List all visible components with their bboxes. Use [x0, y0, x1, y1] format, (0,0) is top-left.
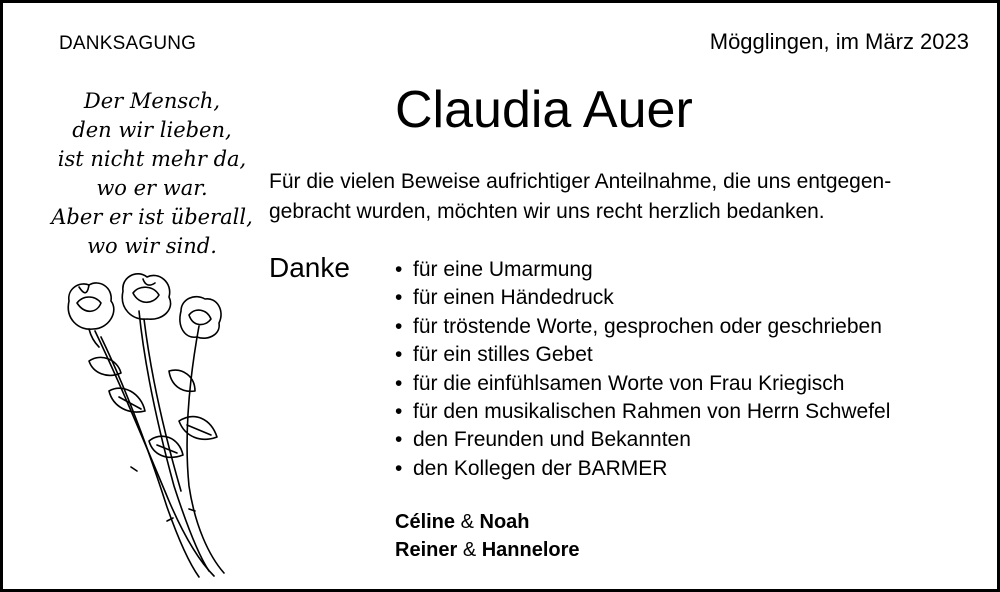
roses-bouquet-icon	[49, 271, 249, 581]
bullet: •	[395, 371, 403, 395]
poem-line: ist nicht mehr da,	[57, 147, 247, 171]
list-item	[395, 313, 890, 341]
list-item	[395, 341, 890, 369]
list-item	[395, 256, 890, 284]
signatures	[395, 508, 580, 564]
poem-line: den wir lieben,	[72, 118, 232, 142]
intro-line: Für die vielen Beweise aufrichtiger Anteilnahme, die uns entgegen-	[269, 170, 892, 193]
list-item	[395, 455, 890, 483]
intro-text	[269, 167, 981, 227]
list-item-text: für die einfühlsamen Worte von Frau Kriegisch	[413, 371, 845, 395]
signature-line	[395, 508, 580, 536]
bullet: •	[395, 258, 403, 281]
list-item-text: für tröstende Worte, gesprochen oder geschrieben	[413, 314, 882, 338]
notice-type-label: DANKSAGUNG	[59, 33, 197, 54]
ampersand: &	[460, 511, 474, 533]
bullet: •	[395, 314, 403, 338]
list-item-text: für eine Umarmung	[413, 258, 593, 281]
list-item-text: für einen Händedruck	[413, 286, 614, 310]
bullet: •	[395, 456, 403, 480]
list-item	[395, 284, 890, 312]
bullet: •	[395, 343, 403, 367]
ampersand: &	[462, 539, 477, 561]
poem-line: wo wir sind.	[87, 234, 217, 258]
signature-name: Céline	[395, 511, 456, 533]
bullet: •	[395, 286, 403, 310]
list-item-text: den Freunden und Bekannten	[413, 428, 691, 452]
intro-line: gebracht wurden, möchten wir uns recht herzlich bedanken.	[269, 200, 825, 223]
bullet: •	[395, 400, 403, 424]
signature-name: Reiner	[395, 539, 458, 561]
poem-line: Aber er ist überall,	[51, 205, 253, 229]
poem-line: wo er war.	[96, 176, 208, 200]
signature-line	[395, 536, 580, 564]
poem	[23, 87, 281, 261]
place-and-date: Mögglingen, im März 2023	[709, 29, 969, 54]
list-item	[395, 398, 890, 426]
signature-name: Noah	[479, 511, 530, 533]
list-item	[395, 426, 890, 454]
poem-line: Der Mensch,	[83, 89, 221, 113]
signature-name: Hannelore	[481, 539, 580, 561]
bullet: •	[395, 428, 403, 452]
list-item-text: für den musikalischen Rahmen von Herrn Schwefel	[413, 400, 891, 424]
list-item-text: für ein stilles Gebet	[413, 343, 593, 367]
thanks-heading: Danke	[269, 252, 350, 283]
deceased-name: Claudia Auer	[395, 81, 693, 139]
thanks-list	[395, 256, 890, 483]
list-item-text: den Kollegen der BARMER	[413, 456, 668, 480]
list-item	[395, 370, 890, 398]
